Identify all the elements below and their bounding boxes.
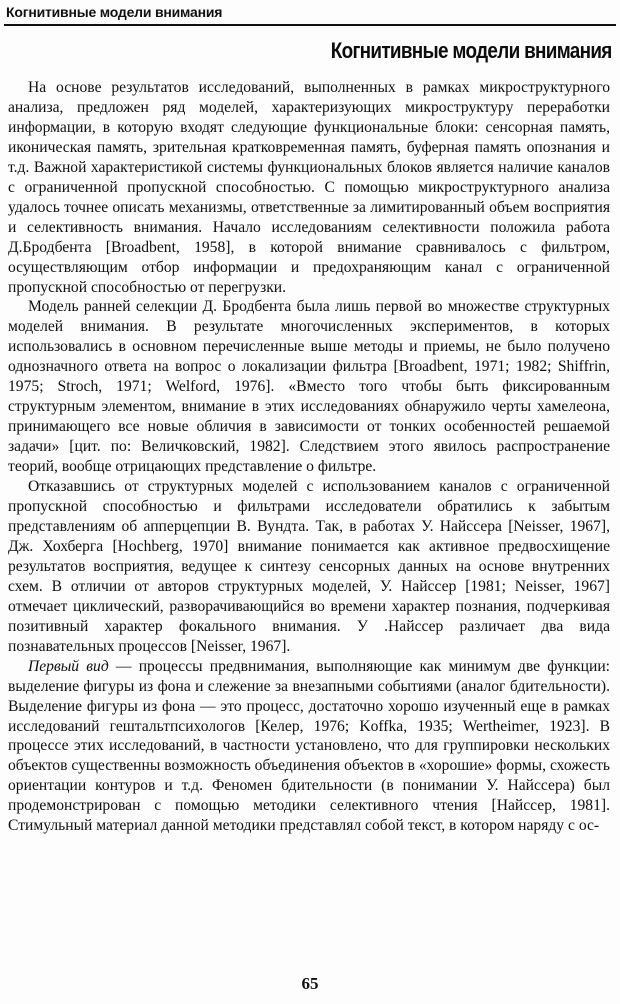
paragraph-4-text: — процессы предвнимания, выполняющие как минимум две функции: выделение фигуры из фона и слежение за внезапными событиями (аналог бдительности). Выделение фигуры из фона — это процесс, достаточно хорошо изученный еще в рамках исследований гештальтпсихологов [Келер, 1976; Koffka, 1935; Wertheimer, 1923]. В процессе этих исследований, в частности установлено, что для группировки нескольких объектов существенны возможность объединения объектов в «хорошие» формы, схожесть ориентации контуров и т.д. Феномен бдительности (в понимании У. Найссера) был продемонстрирован с помощью методики селективного чтения [Найссер, 1981]. Стимульный материал данной методики представлял собой текст, в котором наряду с ос- (8, 657, 610, 835)
header-rule (4, 24, 616, 26)
running-head: Когнитивные модели внимания (6, 4, 223, 20)
paragraph-3: Отказавшись от структурных моделей с использованием каналов с ограниченной пропускной способностью и фильтрами исследователи обратились к забытым представлениям об апперцепции В. Вундта. Так, в работах У. Найссера [Neisser, 1967], Дж. Хохберга [Hochberg, 1970] внимание понимается как активное предвосхищение результатов восприятия, ведущее к синтезу сенсорных данных на основе внутренних схем. В отличии от авторов структурных моделей, У. Найссер [1981; Neisser, 1967] отмечает циклический, разворачивающийся во времени характер познания, подчеркивая позитивный характер фокального внимания. У .Найссер различает два вида познавательных процессов [Neisser, 1967]. (8, 478, 610, 655)
paragraph-4-lead: Первый вид (28, 657, 109, 675)
body-text (8, 78, 610, 836)
paragraph-2: Модель ранней селекции Д. Бродбента была лишь первой во множестве структурных моделей внимания. В результате многочисленных экспериментов, в которых использовались в основном перечисленные выше методы и приемы, не было получено однозначного ответа на вопрос о локализации фильтра [Broadbent, 1971; 1982; Shiffrin, 1975; Stroch, 1971; Welford, 1976]. «Вместо того чтобы быть фиксированным структурным элементом, внимание в этих исследованиях обнаружило черты хамелеона, принимающего все новые обличия в зависимости от тонких особенностей решаемой задачи» [цит. по: Величковский, 1982]. Следствием этого явилось распространение теорий, вообще отрицающих представление о фильтре. (8, 298, 610, 476)
paragraph-4 (8, 657, 610, 837)
paragraph-1: На основе результатов исследований, выполненных в рамках микроструктурного анализа, предложен ряд моделей, характеризующих микроструктуру переработки информации, в которую входят следующие функциональные блоки: сенсорная память, иконическая память, зрительная кратковременная память, буферная память опознания и т.д. Важной характеристикой системы функциональных блоков является наличие каналов с ограниченной пропускной способностью. С помощью микроструктурного анализа удалось точнее описать механизмы, ответственные за лимитированный объем восприятия и селективность внимания. Начало исследованиям селективности положила работа Д.Бродбента [Broadbent, 1958], в которой внимание сравнивалось с фильтром, осуществляющим отбор информации и предохраняющим канал с ограниченной пропускной способностью от перегрузки. (8, 79, 610, 296)
page-number: 65 (301, 974, 319, 993)
section-title: Когнитивные модели внимания (331, 38, 612, 63)
